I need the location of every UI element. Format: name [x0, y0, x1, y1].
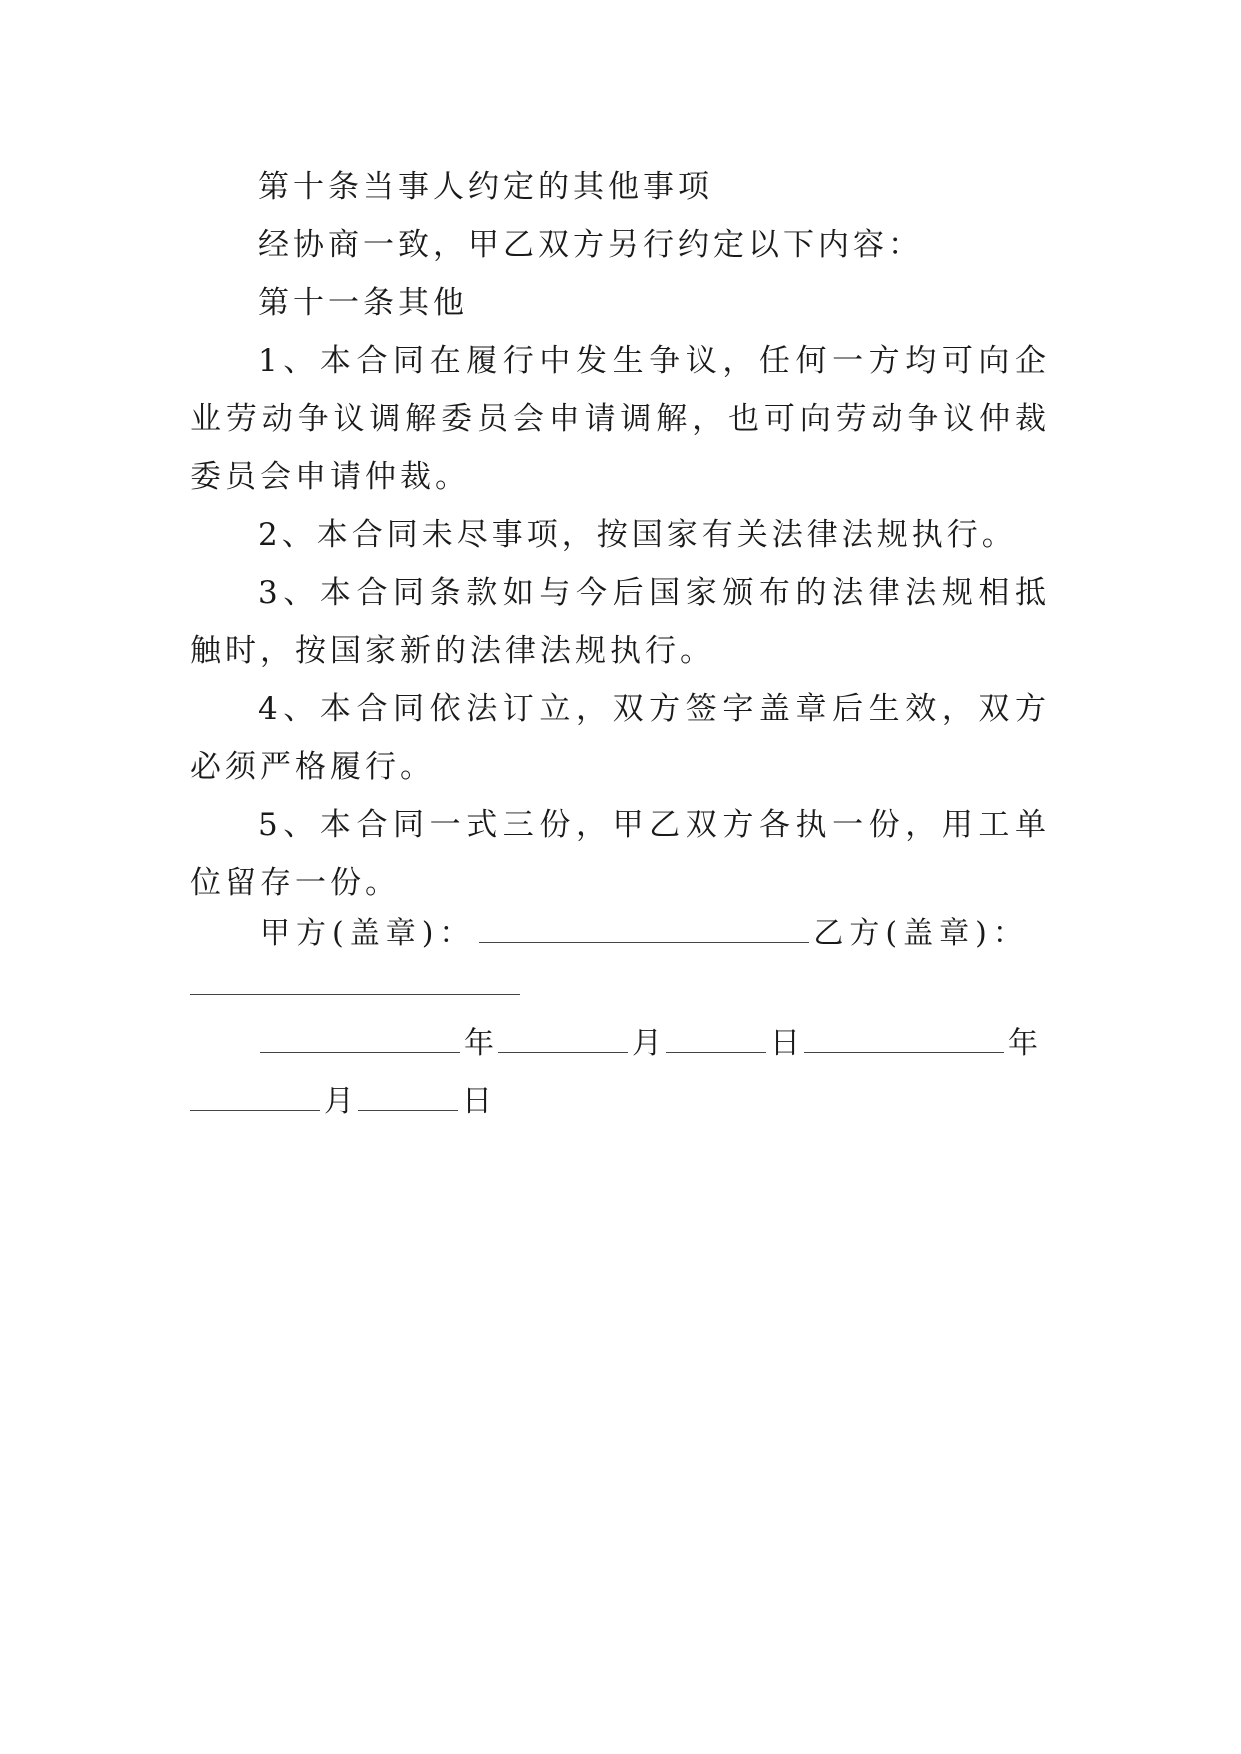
day-label-b: 日: [462, 1084, 492, 1119]
party-a-year-blank: [260, 1022, 460, 1053]
party-b-blank: [190, 964, 520, 995]
paragraph-article-11-title: 第十一条其他: [258, 285, 468, 321]
paragraph-clause-5: 5、本合同一式三份，甲乙双方各执一份，用工单位留存一份。: [190, 807, 1050, 901]
year-label-b: 年: [1008, 1026, 1038, 1061]
party-b-label: 乙方(盖章)：: [813, 916, 1029, 951]
month-label-a: 月: [632, 1026, 662, 1061]
month-label-b: 月: [324, 1084, 354, 1119]
paragraph-clause-3: 3、本合同条款如与今后国家颁布的法律法规相抵触时，按国家新的法律法规执行。: [190, 575, 1050, 669]
party-a-blank: [479, 912, 809, 943]
paragraph-clause-4: 4、本合同依法订立，双方签字盖章后生效，双方必须严格履行。: [190, 691, 1050, 785]
contract-body: [190, 158, 1050, 912]
year-label-a: 年: [464, 1026, 494, 1061]
date-line-2: [190, 1080, 492, 1120]
paragraph-article-10-title: 第十条当事人约定的其他事项: [258, 169, 713, 205]
party-a-month-blank: [498, 1022, 628, 1053]
party-b-day-blank: [358, 1080, 458, 1111]
signature-line-party-b-continuation: [190, 964, 524, 1004]
paragraph-clause-2: 2、本合同未尽事项，按国家有关法律法规执行。: [258, 517, 1017, 553]
paragraph-clause-1: 1、本合同在履行中发生争议，任何一方均可向企业劳动争议调解委员会申请调解，也可向劳动争议仲裁委员会申请仲裁。: [190, 343, 1050, 495]
signature-line-parties: [260, 912, 1029, 952]
paragraph-additional-agreement: 经协商一致，甲乙双方另行约定以下内容：: [258, 227, 923, 263]
day-label-a: 日: [770, 1026, 800, 1061]
date-line-1: [260, 1022, 1038, 1062]
party-a-label: 甲方(盖章)：: [260, 916, 476, 951]
party-a-day-blank: [666, 1022, 766, 1053]
party-b-month-blank: [190, 1080, 320, 1111]
party-b-year-blank: [804, 1022, 1004, 1053]
